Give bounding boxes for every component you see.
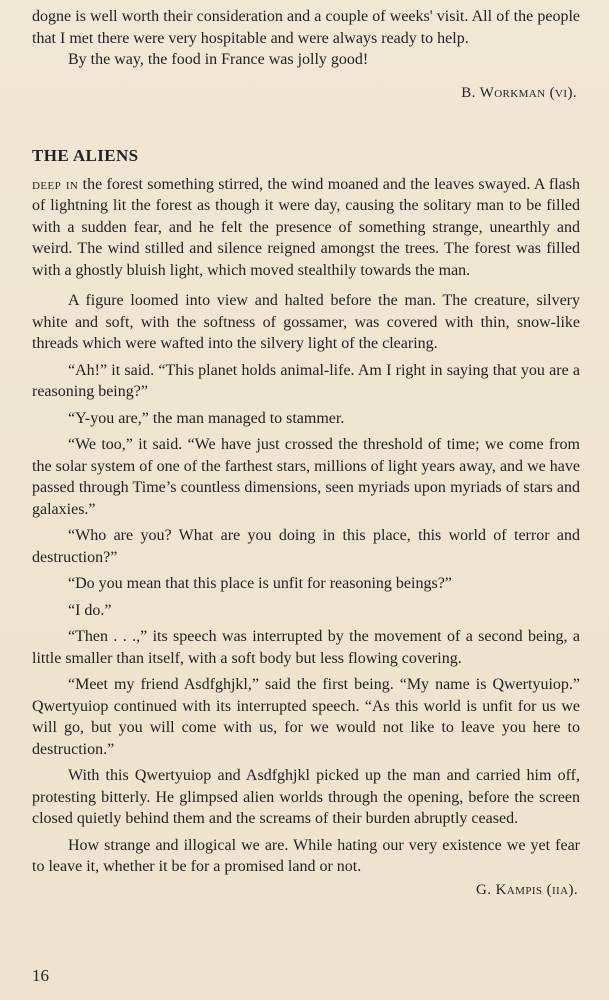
story-paragraph-11: With this Qwertyuiop and Asdfghjkl picked up the man and carried him off, protesting bitterly. He glimpsed alien worlds through the opening, before the screen closed quietly behind them and the screams of their burden abruptly ceased. xyxy=(32,767,580,827)
story-paragraph-6: “Who are you? What are you doing in this place, this world of terror and destruction?” xyxy=(32,527,580,566)
intro-signature xyxy=(32,83,580,104)
story-title: THE ALIENS xyxy=(32,145,139,165)
page-number: 16 xyxy=(32,966,49,985)
story-paragraph-2: A figure loomed into view and halted before the man. The creature, silvery white and soft, with the softness of gossamer, was covered with thin, snow-like threads which were wafted into the silvery light of the clearing. xyxy=(32,292,580,352)
story-paragraph-9: “Then . . .,” its speech was interrupted by the movement of a second being, a little smaller than itself, with a soft body but less flowing covering. xyxy=(32,628,580,667)
story-paragraph-3: “Ah!” it said. “This planet holds animal-life. Am I right in saying that you are a reasoning being?” xyxy=(32,361,580,400)
story-paragraph-8: “I do.” xyxy=(68,601,112,619)
story-paragraph-4: “Y-you are,” the man managed to stammer. xyxy=(68,409,345,427)
story-lead-words: deep in xyxy=(32,175,79,193)
story-paragraph-7: “Do you mean that this place is unfit for reasoning beings?” xyxy=(68,575,452,592)
story-signature xyxy=(32,880,580,901)
intro-signature-text: B. Workman (vi). xyxy=(461,84,577,101)
intro-paragraph-2: By the way, the food in France was jolly good! xyxy=(68,51,369,68)
story-paragraph-10: “Meet my friend Asdfghjkl,” said the first being. “My name is Qwertyuiop.” Qwertyuiop continued with its interrupted speech. “As this world is unfit for us we will go, but you will come with us, for we would not like to leave you here to destruction.” xyxy=(32,676,580,758)
story-paragraph-1 xyxy=(32,174,580,282)
story-paragraph-5: “We too,” it said. “We have just crossed the threshold of time; we come from the solar system of one of the farthest stars, millions of light years away, and we have passed through Time’s countless dimensions, seen myriads upon myriads of stars and galaxies.” xyxy=(32,436,580,518)
story-paragraph-12: How strange and illogical we are. While hating our very existence we yet fear to leave it, whether it be for a promised land or not. xyxy=(32,836,580,875)
intro-paragraph-1: dogne is well worth their consideration and a couple of weeks' visit. All of the people that I met there were very hospitable and were always ready to help. xyxy=(32,8,580,47)
story-signature-text: G. Kampis (iia). xyxy=(476,881,578,898)
story-paragraph-1-text: the forest something stirred, the wind moaned and the leaves swayed. A flash of lightning lit the forest as though it were day, causing the solitary man to be filled with a sudden fear, and he felt the presence of something strange, unearthly and weird. The wind stilled and silence reigned amongst the trees. The forest was filled with a ghostly bluish light, which moved stealthily towards the man. xyxy=(32,175,581,279)
